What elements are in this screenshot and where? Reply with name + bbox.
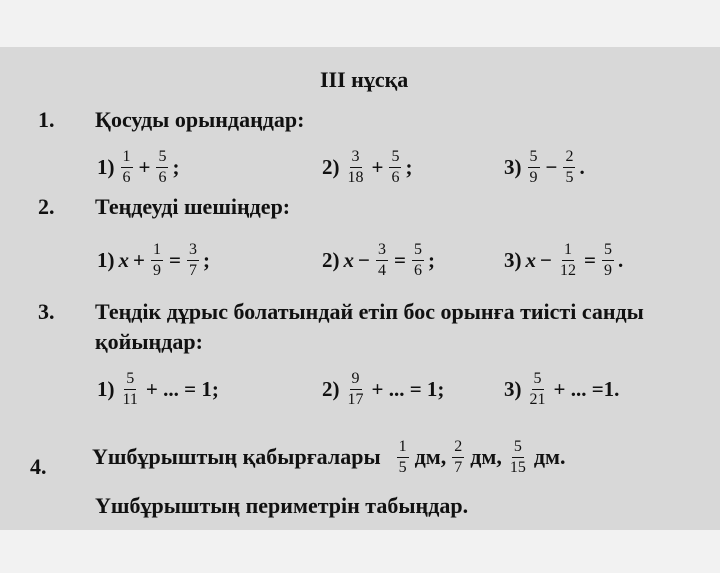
task-1-item-1: 1) $\frac{1}{6}$ + $\frac{5}{6}$ ; — [97, 147, 180, 186]
task-3-item-1 — [95, 365, 221, 413]
fraction — [156, 148, 168, 187]
math-term: + — [371, 154, 384, 179]
numerator: 1 — [397, 438, 409, 458]
numerator: 5 — [412, 241, 424, 261]
denominator: 11 — [122, 390, 138, 408]
numerator: 2 — [563, 148, 575, 168]
math-term: 1) — [97, 376, 115, 401]
fraction — [558, 241, 578, 280]
math-term: дм, — [470, 444, 502, 469]
numerator: 3 — [350, 148, 362, 168]
math-term: дм. — [533, 444, 566, 469]
numerator: 2 — [452, 438, 464, 458]
denominator: 15 — [509, 458, 526, 476]
denominator: 6 — [122, 168, 131, 186]
math-term: x — [343, 247, 354, 272]
math-term: = — [393, 247, 406, 272]
numerator: 1 — [562, 241, 574, 261]
math-term: + ... = 1; — [371, 376, 445, 401]
task-1-item-2: 2) $\frac{3}{18}$ + $\frac{5}{6}$ ; — [322, 147, 413, 186]
math-term: = — [168, 247, 181, 272]
task-4-text: Үшбұрыштың қабырғалары — [92, 444, 381, 469]
denominator: 6 — [391, 168, 400, 186]
denominator: 6 — [158, 168, 167, 186]
fraction — [452, 438, 464, 477]
denominator: 21 — [529, 390, 546, 408]
task-2-item-2: 2) x − $\frac{3}{4}$ = $\frac{5}{6}$ ; — [322, 240, 435, 279]
numerator: 5 — [532, 370, 544, 390]
fraction — [346, 148, 366, 187]
fraction — [563, 148, 575, 187]
math-term: дм, — [414, 444, 447, 469]
fraction — [602, 241, 614, 280]
variant-title: III нұсқа — [320, 67, 409, 92]
fraction — [187, 241, 199, 280]
fraction — [346, 370, 366, 409]
task-3-item-3 — [502, 365, 621, 413]
task-1-expressions — [0, 143, 720, 191]
task-3-number: 3. — [38, 299, 55, 324]
denominator: 5 — [398, 458, 407, 476]
fraction — [121, 370, 140, 409]
math-term: − — [540, 247, 552, 272]
numerator: 5 — [602, 241, 614, 261]
task-3-item-2 — [320, 365, 446, 413]
task-2-equations — [0, 236, 720, 284]
math-term: 2) — [322, 376, 340, 401]
task-3-text-line-2: қойыңдар: — [95, 329, 203, 354]
numerator: 5 — [124, 370, 136, 390]
task-2-item-1: 1) x + $\frac{1}{9}$ = $\frac{3}{7}$ ; — [97, 240, 210, 279]
math-term: − — [545, 154, 558, 179]
fraction — [121, 148, 133, 187]
denominator: 9 — [152, 261, 161, 279]
math-term: = — [583, 247, 596, 272]
numerator: 5 — [528, 148, 540, 168]
denominator: 12 — [559, 261, 576, 279]
numerator: 3 — [187, 241, 199, 261]
math-term: 1) — [97, 154, 115, 179]
math-term: 3) — [504, 376, 522, 401]
denominator: 17 — [347, 390, 364, 408]
task-2-item-3: 3) x − $\frac{1}{12}$ = $\frac{5}{9}$ . — [504, 240, 624, 279]
denominator: 4 — [377, 261, 386, 279]
denominator: 9 — [603, 261, 612, 279]
denominator: 5 — [565, 168, 574, 186]
math-term: x — [525, 247, 536, 272]
fraction — [412, 241, 424, 280]
math-term: 2) — [322, 247, 340, 272]
task-2-number: 2. — [38, 194, 55, 219]
numerator: 5 — [389, 148, 401, 168]
denominator: 18 — [347, 168, 364, 186]
fraction — [151, 241, 163, 280]
fraction — [528, 370, 548, 409]
task-4-line-1 — [90, 433, 568, 481]
task-3-text-line-1: Теңдік дұрыс болатындай етіп бос орынға тиісті санды — [95, 299, 644, 324]
numerator: 1 — [121, 148, 133, 168]
fraction — [508, 438, 528, 477]
fraction — [389, 148, 401, 187]
task-4-number: 4. — [30, 454, 47, 479]
numerator: 9 — [350, 370, 362, 390]
denominator: 9 — [529, 168, 538, 186]
denominator: 7 — [188, 261, 197, 279]
fraction — [397, 438, 409, 477]
task-1-item-3: 3) $\frac{5}{9}$ − $\frac{2}{5}$ . — [504, 147, 585, 186]
task-3-expressions — [0, 365, 720, 413]
math-term: + — [133, 247, 145, 272]
task-1-text: Қосуды орындаңдар: — [95, 107, 305, 132]
fraction — [376, 241, 388, 280]
math-term: − — [358, 247, 370, 272]
fraction — [528, 148, 540, 187]
math-term: 2) — [322, 154, 340, 179]
math-term: + ... = 1; — [145, 376, 219, 401]
numerator: 3 — [376, 241, 388, 261]
denominator: 7 — [454, 458, 463, 476]
task-1-number: 1. — [38, 107, 55, 132]
task-2-text: Теңдеуді шешіңдер: — [95, 194, 291, 219]
task-4-text-line-2: Үшбұрыштың периметрін табыңдар. — [95, 493, 469, 518]
numerator: 5 — [156, 148, 168, 168]
math-term: + ... =1. — [553, 376, 620, 401]
textbook-page — [0, 47, 720, 530]
numerator: 1 — [151, 241, 163, 261]
math-term: 1) — [97, 247, 115, 272]
math-term: 3) — [504, 247, 522, 272]
math-term: 3) — [504, 154, 522, 179]
denominator: 6 — [413, 261, 422, 279]
math-term: x — [118, 247, 129, 272]
math-term: + — [138, 154, 151, 179]
numerator: 5 — [512, 438, 524, 458]
